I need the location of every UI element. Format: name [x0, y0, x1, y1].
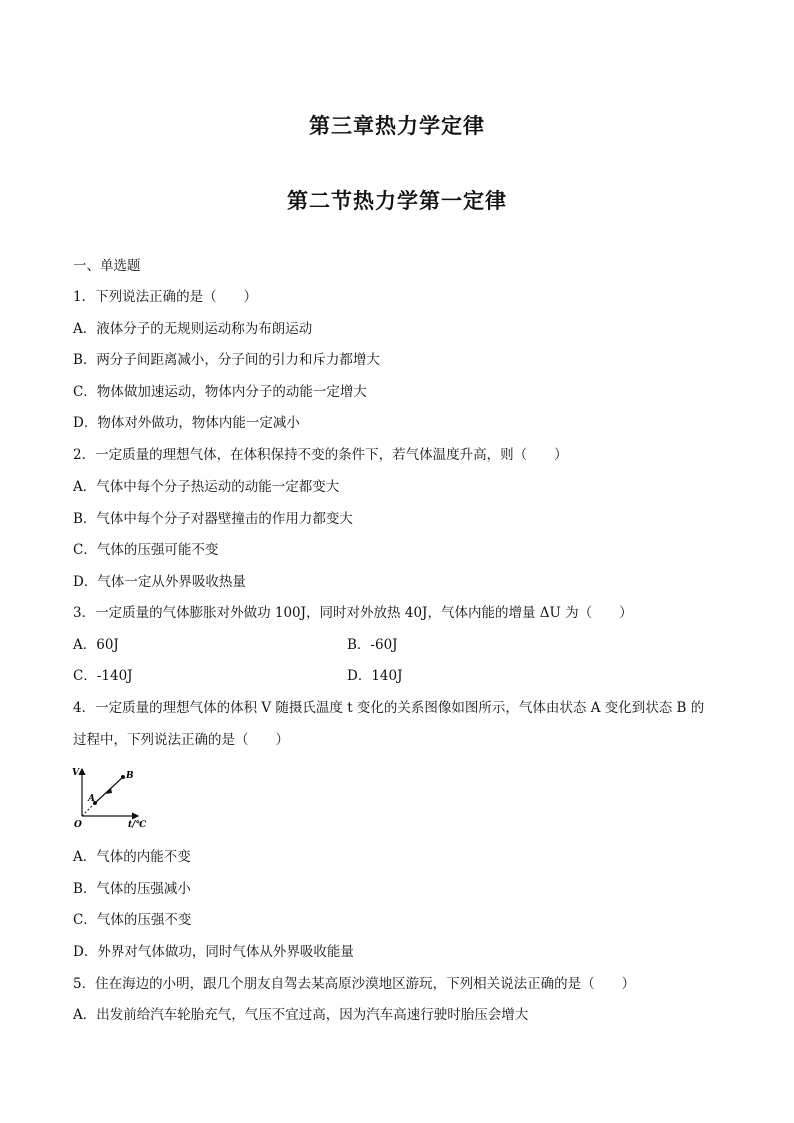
origin-label: O	[74, 820, 82, 830]
question-2-option-a: A．气体中每个分子热运动的动能一定都变大	[73, 479, 340, 495]
question-4-option-d: D．外界对气体做功，同时气体从外界吸收能量	[73, 944, 354, 960]
chapter-title: 第三章热力学定律	[309, 113, 485, 138]
section-title: 第二节热力学第一定律	[287, 188, 507, 213]
question-1-option-d: D．物体对外做功，物体内能一定减小	[73, 415, 300, 431]
question-4-stem-line-2: 过程中，下列说法正确的是（ ）	[73, 732, 289, 748]
vt-graph	[70, 763, 150, 833]
question-1-option-c: C．物体做加速运动，物体内分子的动能一定增大	[73, 384, 367, 400]
question-2-stem: 2．一定质量的理想气体，在体积保持不变的条件下，若气体温度升高，则（ ）	[73, 447, 568, 463]
question-3-option-d: D．140J	[347, 668, 403, 684]
question-3-option-b: B．-60J	[347, 637, 398, 653]
question-4-option-c: C．气体的压强不变	[73, 912, 192, 928]
question-5-option-a: A．出发前给汽车轮胎充气，气压不宜过高，因为汽车高速行驶时胎压会增大	[73, 1007, 529, 1023]
y-axis-label: V	[72, 768, 79, 778]
question-1-stem: 1．下列说法正确的是（ ）	[73, 289, 258, 305]
point-b-dot	[121, 775, 125, 779]
question-4-stem-line-1: 4．一定质量的理想气体的体积 V 随摄氏温度 t 变化的关系图像如图所示，气体由状态 A 变化到状态 B 的	[73, 700, 705, 716]
question-5-stem: 5．住在海边的小明，跟几个朋友自驾去某高原沙漠地区游玩，下列相关说法正确的是（ ）	[73, 976, 636, 992]
question-3-stem: 3．一定质量的气体膨胀对外做功 100J，同时对外放热 40J，气体内能的增量 ΔU 为（ ）	[73, 605, 633, 621]
question-4-option-b: B．气体的压强减小	[73, 881, 191, 897]
question-3-option-a: A．60J	[73, 637, 119, 653]
question-4-option-a: A．气体的内能不变	[73, 849, 191, 865]
point-b-label: B	[126, 771, 134, 781]
question-3-option-c: C．-140J	[73, 668, 133, 684]
point-a-label: A	[88, 794, 95, 804]
question-1-option-b: B．两分子间距离减小，分子间的引力和斥力都增大	[73, 352, 380, 368]
part-heading: 一、单选题	[73, 258, 141, 274]
dashed-extension-line	[82, 803, 95, 816]
question-1-option-a: A．液体分子的无规则运动称为布朗运动	[73, 321, 313, 337]
question-2-option-b: B．气体中每个分子对器壁撞击的作用力都变大	[73, 511, 353, 527]
x-axis-label: t/℃	[128, 820, 147, 830]
question-2-option-c: C．气体的压强可能不变	[73, 542, 219, 558]
process-line	[95, 777, 123, 803]
direction-arrow-icon	[106, 788, 112, 794]
question-2-option-d: D．气体一定从外界吸收热量	[73, 574, 246, 590]
vt-graph-figure	[70, 763, 150, 833]
